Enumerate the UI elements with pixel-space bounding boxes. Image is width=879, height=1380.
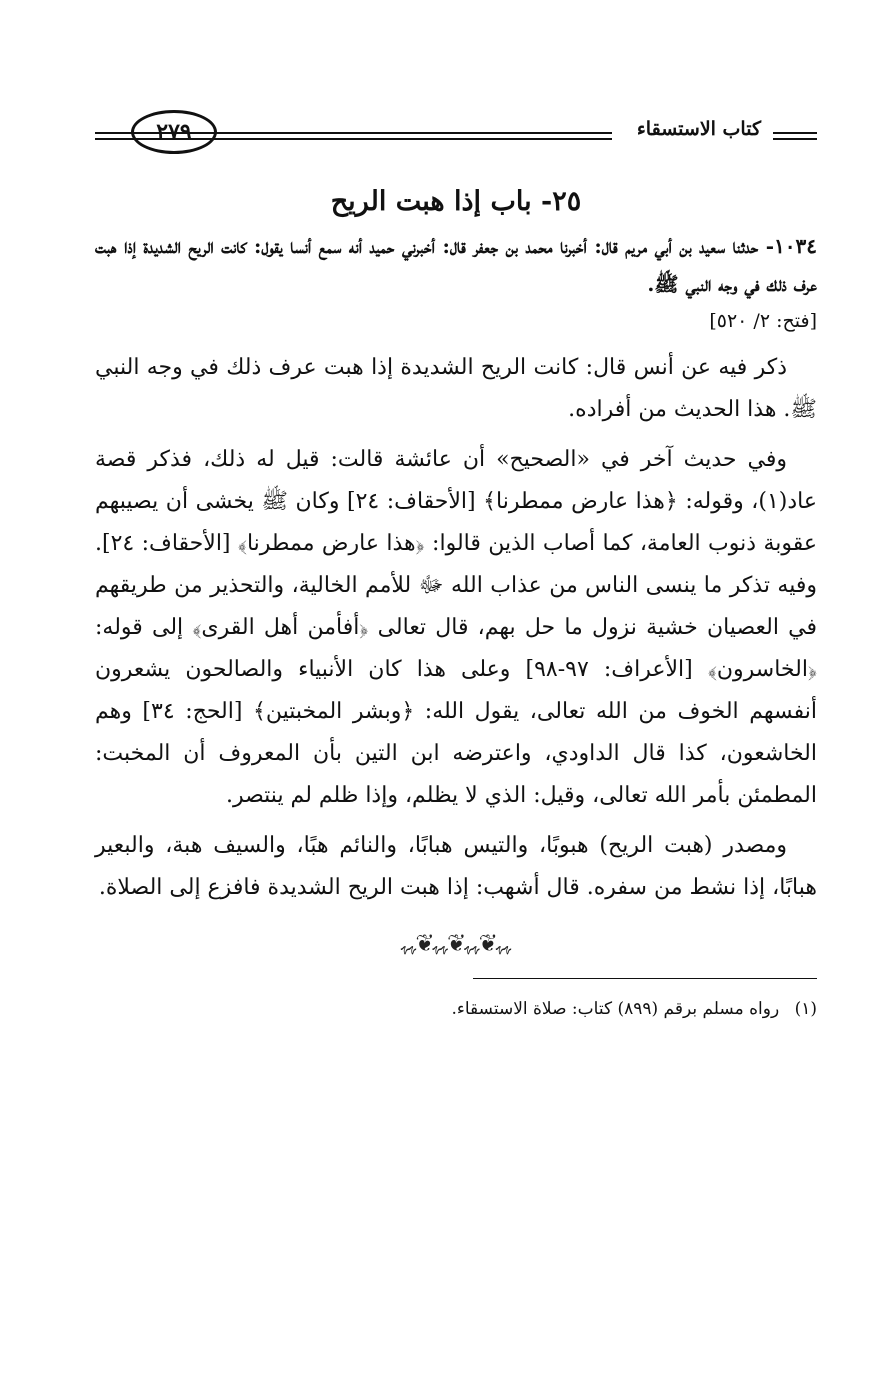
header-rule-left bbox=[95, 132, 133, 134]
header-rule-right bbox=[773, 132, 817, 134]
book-page bbox=[95, 110, 817, 1310]
commentary-paragraph-2: وفي حديث آخر في «الصحيح» أن عائشة قالت: قيل له ذلك، فذكر قصة عاد(١)، وقوله: ﴿هذا عارض ممطرنا﴾ [الأحقاف: ٢٤] وكان ﷺ يخشى أن يصيبهم عقوبة ذنوب العامة، كما أصاب الذين قالوا: ﴿هذا عارض ممطرنا﴾ [الأحقاف: ٢٤]. وفيه تذكر ما ينسى الناس من عذاب الله ﷻ للأمم الخالية، والتحذير من طريقهم في العصيان خشية نزول ما حل بهم، قال تعالى ﴿أفأمن أهل القرى﴾ إلى قوله: ﴿الخاسرون﴾ [الأعراف: ٩٧-٩٨] وعلى هذا كان الأنبياء والصالحون يشعرون أنفسهم الخوف من الله تعالى، يقول الله: ﴿وبشر المخبتين﴾ [الحج: ٣٤] وهم الخاشعون، كذا قال الداودي، واعترضه ابن التين بأن المعروف أن المخبت: المطمئن بأمر الله تعالى، وقيل: الذي لا يظلم، وإذا ظلم لم ينتصر. bbox=[95, 447, 817, 808]
commentary-paragraph-1: ذكر فيه عن أنس قال: كانت الريح الشديدة إذا هبت عرف ذلك في وجه النبي ﷺ. هذا الحديث من أفراده. bbox=[95, 355, 817, 422]
header-rule-right-2 bbox=[773, 138, 817, 140]
footnote-text: رواه مسلم برقم (٨٩٩) كتاب: صلاة الاستسقاء. bbox=[451, 999, 780, 1019]
hadith-text: ١٠٣٤- حدثنا سعيد بن أبي مريم قال: أخبرنا محمد بن جعفر قال: أخبرني حميد أنه سمع أنسا يقول: كانت الريح الشديدة إذا هبت عرف ذلك في وجه النبي ﷺ. bbox=[95, 234, 817, 296]
page-number: ٢٧٩ bbox=[156, 119, 192, 145]
footnote-divider bbox=[473, 978, 817, 979]
footnote bbox=[95, 993, 817, 1025]
chapter-heading: ٢٥- باب إذا هبت الريح bbox=[330, 186, 582, 217]
page-header bbox=[95, 110, 817, 162]
hadith-reference: [فتح: ٢/ ٥٢٠] bbox=[709, 310, 817, 332]
footnote-number: (١) bbox=[794, 999, 817, 1019]
section-ornament: ﮩﮩ❦ﮩﮩ❦ﮩﮩ❦ﮩﮩ bbox=[400, 931, 511, 956]
commentary-paragraph-3: ومصدر (هبت الريح) هبوبًا، والتيس هبابًا، والنائم هبًا، والسيف هبة، والبعير هبابًا، إذا نشط من سفره. قال أشهب: إذا هبت الريح الشديدة فافزع إلى الصلاة. bbox=[95, 833, 817, 900]
page-number-badge bbox=[131, 110, 217, 154]
header-rule-left-2 bbox=[95, 138, 133, 140]
book-title: كتاب الاستسقاء bbox=[636, 118, 761, 140]
